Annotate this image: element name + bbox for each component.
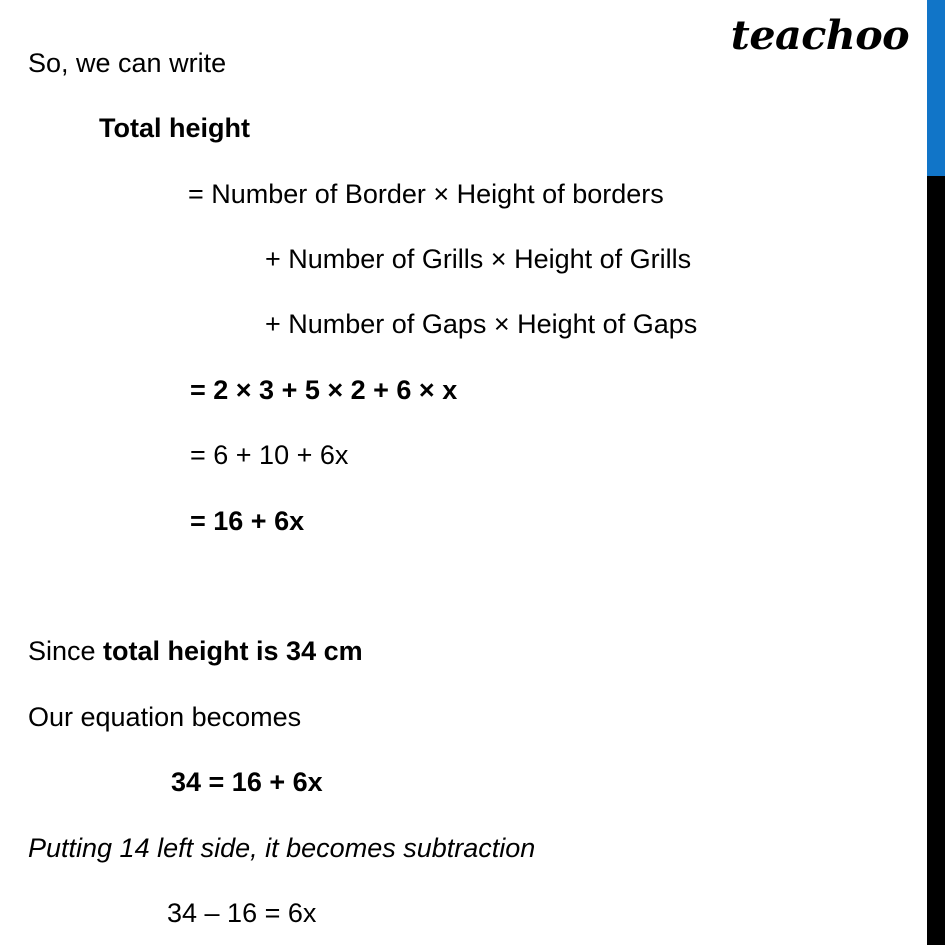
equation-line: 34 = 16 + 6x <box>171 767 323 797</box>
since-prefix: Since <box>28 636 104 666</box>
since-bold-text: total height is 34 cm <box>103 636 363 666</box>
right-edge-black-bar <box>927 176 945 945</box>
formula-line-2: + Number of Grills × Height of Grills <box>265 244 692 274</box>
final-line: 34 – 16 = 6x <box>167 898 317 928</box>
calculation-line-3: = 16 + 6x <box>190 506 305 536</box>
calculation-line-2: = 6 + 10 + 6x <box>190 440 349 470</box>
teachoo-logo: teachoo <box>730 12 909 59</box>
formula-line-3: + Number of Gaps × Height of Gaps <box>265 309 698 339</box>
our-equation-line: Our equation becomes <box>28 702 302 732</box>
total-height-heading: Total height <box>99 113 250 143</box>
calculation-line-1: = 2 × 3 + 5 × 2 + 6 × x <box>190 375 458 405</box>
intro-line: So, we can write <box>28 48 227 78</box>
right-edge-blue-bar <box>927 0 945 176</box>
note-italic-line: Putting 14 left side, it becomes subtraction <box>28 833 536 863</box>
formula-line-1: = Number of Border × Height of borders <box>188 179 664 209</box>
since-line <box>28 636 363 667</box>
